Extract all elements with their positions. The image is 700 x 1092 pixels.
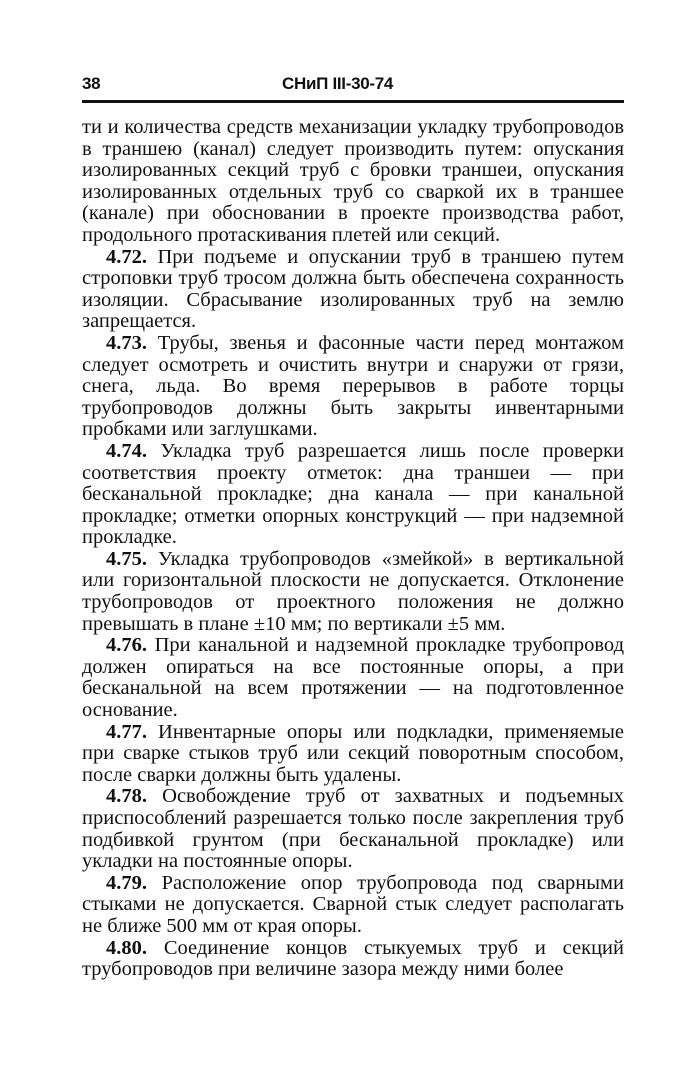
paragraph-text: Укладка труб разрешается лишь после проверки соответствия проекту отметок: дна траншеи — при бесканальной прокладке; дна канала — при канальной прокладке; отметки опорных конструкций — при надземной прокладке. — [82, 439, 625, 549]
body-text — [82, 117, 624, 981]
paragraph-text: При канальной и надземной прокладке трубопровод должен опираться на все постоянные опоры, а при бесканальной на всем протяжении — на подготовленное основание. — [82, 634, 625, 722]
paragraph-text: ти и количества средств механизации укладку трубопроводов в траншею (канал) следует производить путем: опускания изолированных секций труб с бровки траншеи, опускания изолированных отдельных труб со сваркой их в траншее (канале) при обосновании в проекте производства работ, продольного протаскивания плетей или секций. — [82, 116, 624, 246]
paragraph-text: Соединение концов стыкуемых труб и секций трубопроводов при величине зазора между ними более — [82, 936, 624, 981]
clause-number: 4.73. — [106, 331, 147, 354]
paragraph-text: Инвентарные опоры или подкладки, применяемые при сварке стыков труб или секций поворотным способом, после сварки должны быть удалены. — [82, 720, 624, 786]
paragraph-4-73 — [82, 333, 624, 441]
clause-number: 4.72. — [106, 245, 147, 268]
page-header — [82, 68, 624, 98]
clause-number: 4.79. — [106, 871, 147, 894]
paragraph-text: Освобождение труб от захватных и подъемных приспособлений разрешается только после закрепления труб подбивкой грунтом (при бесканальной прокладке) или укладки на постоянные опоры. — [82, 785, 624, 873]
paragraph-4-80 — [82, 938, 624, 981]
clause-number: 4.76. — [106, 634, 147, 657]
paragraph-text: Укладка трубопроводов «змейкой» в вертикальной или горизонтальной плоскости не допускается. Отклонение трубопроводов от проектного положения не должно превышать в плане ±10 мм; по вертикали ±5 мм. — [82, 547, 624, 635]
clause-number: 4.80. — [106, 936, 147, 959]
paragraph-4-77 — [82, 722, 624, 787]
paragraph-4-79 — [82, 873, 624, 938]
paragraph-text: Расположение опор трубопровода под сварными стыками не допускается. Сварной стык следует располагать не ближе 500 мм от края опоры. — [82, 871, 624, 937]
paragraph-continuation — [82, 117, 624, 247]
paragraph-4-74 — [82, 441, 624, 549]
document-page — [82, 68, 624, 981]
page-number: 38 — [82, 74, 101, 93]
paragraph-text: При подъеме и опускании труб в траншею путем строповки труб тросом должна быть обеспечена сохранность изоляции. Сбрасывание изолированных труб на землю запрещается. — [82, 245, 624, 333]
clause-number: 4.74. — [106, 439, 147, 462]
clause-number: 4.78. — [106, 785, 147, 808]
paragraph-4-76 — [82, 635, 624, 721]
paragraph-text: Трубы, звенья и фасонные части перед монтажом следует осмотреть и очистить внутри и снаружи от грязи, снега, льда. Во время перерывов в работе торцы трубопроводов должны быть закрыты инвентарными пробками или заглушками. — [82, 331, 625, 441]
running-title: СНиП III-30-74 — [282, 74, 394, 93]
clause-number: 4.75. — [106, 547, 147, 570]
header-rule — [82, 100, 624, 103]
paragraph-4-78 — [82, 786, 624, 872]
paragraph-4-72 — [82, 247, 624, 333]
paragraph-4-75 — [82, 549, 624, 635]
clause-number: 4.77. — [106, 720, 147, 743]
